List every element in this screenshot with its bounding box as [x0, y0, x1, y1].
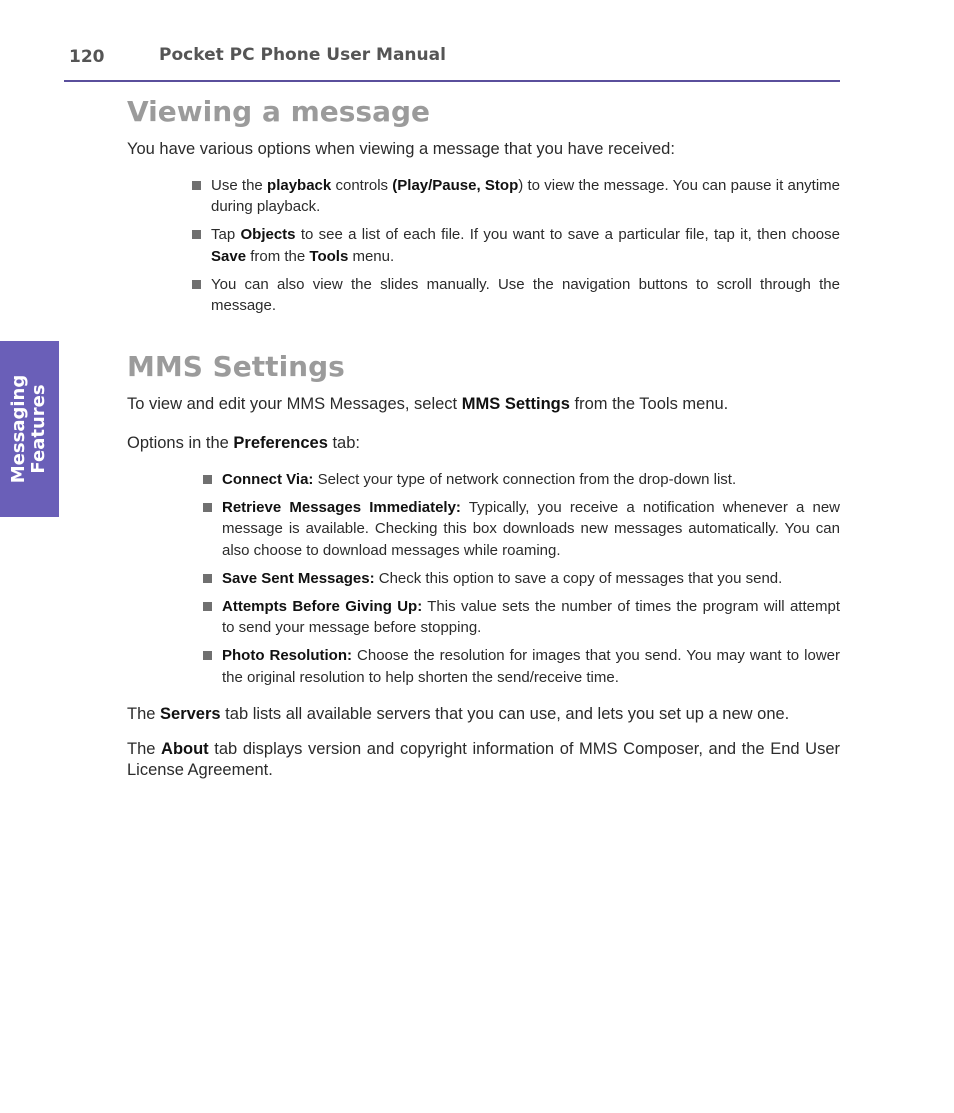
- list-item: You can also view the slides manually. Use the navigation buttons to scroll through the message.: [211, 274, 840, 317]
- manual-title: Pocket PC Phone User Manual: [159, 45, 446, 65]
- section-heading-mms-settings: MMS Settings: [127, 349, 345, 383]
- list-item: Tap Objects to see a list of each file. If you want to save a particular file, tap it, then choose Save from the Tools menu.: [211, 224, 840, 267]
- preferences-options-list: [222, 469, 840, 689]
- page-number: 120: [69, 47, 105, 67]
- section-heading-viewing-message: Viewing a message: [127, 95, 431, 128]
- section1-intro: You have various options when viewing a message that you have received:: [127, 140, 675, 158]
- viewing-options-list: [211, 175, 840, 317]
- list-item: Photo Resolution: Choose the resolution for images that you send. You may want to lower the original resolution to help shorten the send/receive time.: [222, 645, 840, 688]
- section2-paragraph-1: To view and edit your MMS Messages, select MMS Settings from the Tools menu.: [127, 394, 729, 413]
- chapter-side-tab-line2: Features: [28, 384, 49, 474]
- about-tab-paragraph: The About tab displays version and copyright information of MMS Composer, and the End User License Agreement.: [127, 739, 840, 779]
- chapter-side-tab-label: [9, 375, 49, 483]
- section2-paragraph-2: Options in the Preferences tab:: [127, 434, 360, 452]
- list-item: Attempts Before Giving Up: This value sets the number of times the program will attempt to send your message before stopping.: [222, 596, 840, 639]
- page-header: [64, 44, 840, 82]
- chapter-side-tab-line1: Messaging: [8, 374, 29, 484]
- chapter-side-tab: [0, 341, 59, 517]
- servers-tab-paragraph: The Servers tab lists all available servers that you can use, and lets you set up a new one.: [127, 705, 790, 723]
- list-item: Save Sent Messages: Check this option to save a copy of messages that you send.: [222, 568, 840, 590]
- list-item: Use the playback controls (Play/Pause, Stop) to view the message. You can pause it anytime during playback.: [211, 175, 840, 218]
- page-content: [127, 92, 840, 782]
- list-item: Connect Via: Select your type of network connection from the drop-down list.: [222, 469, 840, 491]
- list-item: Retrieve Messages Immediately: Typically, you receive a notification whenever a new message is available. Checking this box downloads new messages automatically. You can also choose to download messages while roaming.: [222, 497, 840, 562]
